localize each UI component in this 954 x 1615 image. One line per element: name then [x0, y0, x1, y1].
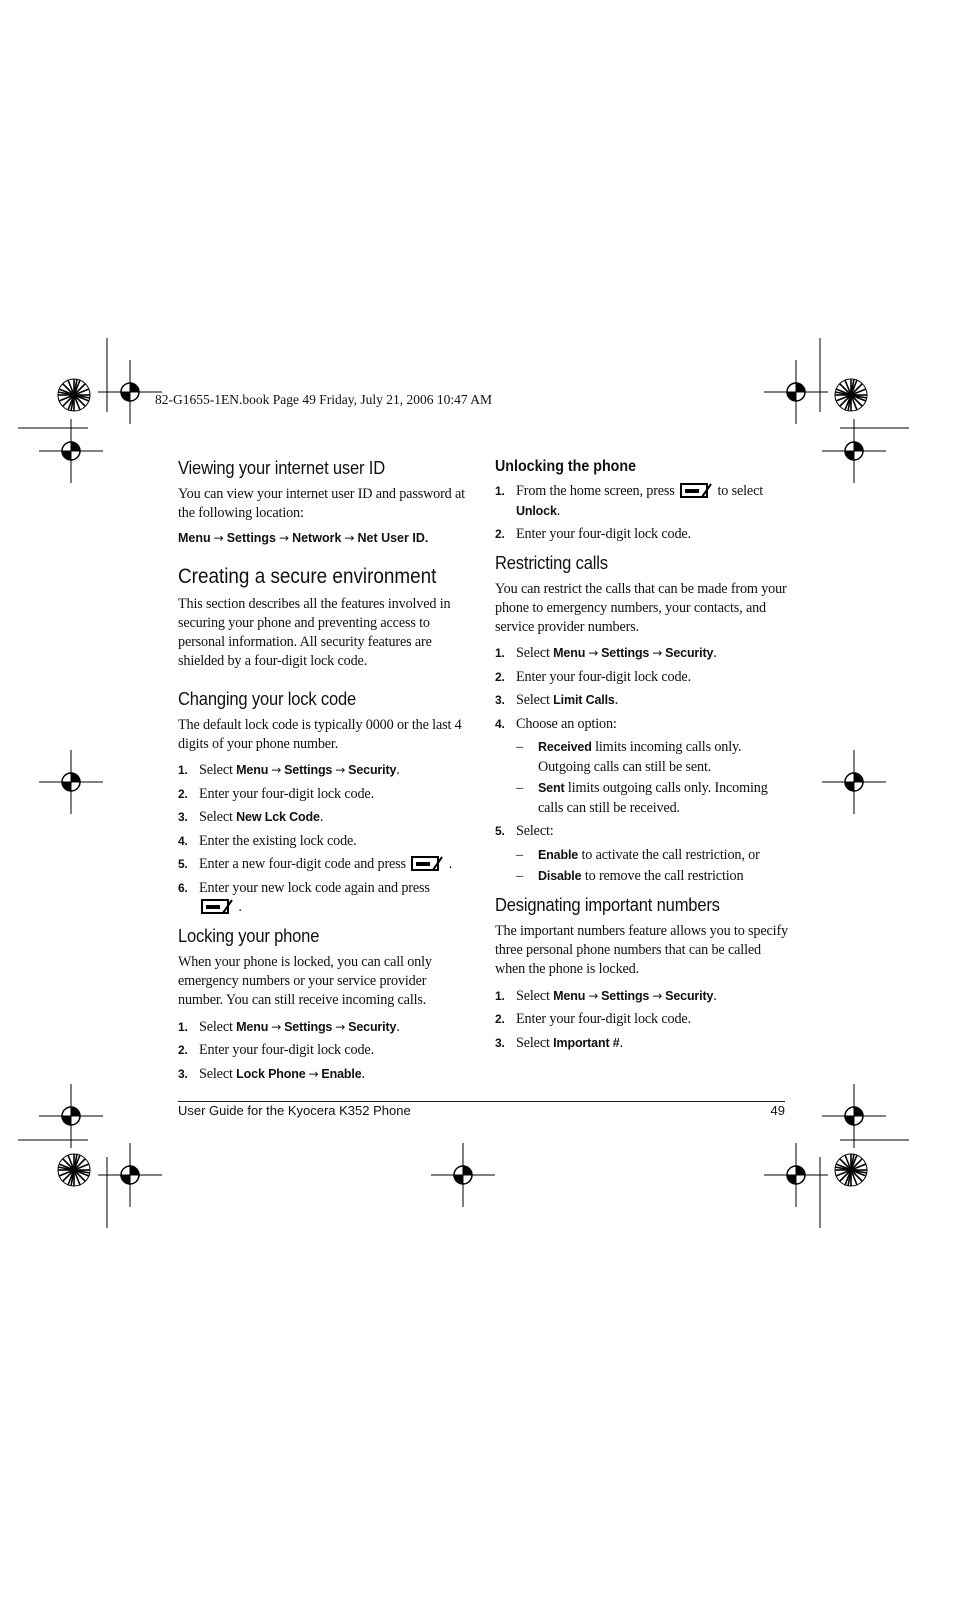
list-item: – Disable to remove the call restriction — [516, 868, 744, 885]
viewing-body: You can view your internet user ID and password at the following location: — [178, 486, 465, 522]
heading-changing-lock-code: Changing your lock code — [178, 688, 357, 709]
locking-body: When your phone is locked, you can call only emergency numbers or your service provider number. You can still receive incoming calls. — [178, 953, 432, 1009]
changing-body: The default lock code is typically 0000 or the last 4 digits of your phone number. — [178, 716, 462, 753]
list-item: 1. From the home screen, press to select Unlock. — [495, 483, 764, 519]
list-item: 3. Select Important #. — [495, 1034, 623, 1051]
list-item: 2. Enter your four-digit lock code. — [495, 526, 691, 542]
right-column — [495, 458, 790, 1061]
list-item: 3. Select New Lck Code. — [178, 809, 324, 826]
heading-restricting-calls: Restricting calls — [495, 552, 608, 573]
designating-body: The important numbers feature allows you to specify three personal phone numbers that can be called when the phone is locked. — [495, 922, 788, 978]
list-item: – Sent limits outgoing calls only. Incoming calls can still be received. — [516, 780, 768, 816]
enable-options — [516, 846, 790, 887]
left-column — [178, 458, 468, 1092]
left-softkey-icon — [411, 856, 443, 871]
changing-steps — [178, 761, 468, 918]
footer-title: User Guide for the Kyocera K352 Phone — [178, 1103, 411, 1118]
list-item: 1. Select Menu → Settings → Security. — [178, 762, 400, 779]
list-item: – Received limits incoming calls only. Outgoing calls can still be sent. — [516, 739, 742, 775]
list-item: 3. Select Lock Phone → Enable. — [178, 1065, 365, 1082]
list-item: – Enable to activate the call restriction, or — [516, 846, 760, 863]
list-item: 2. Enter your four-digit lock code. — [495, 1011, 691, 1028]
heading-designating-numbers: Designating important numbers — [495, 894, 720, 915]
list-item: 2. Enter your four-digit lock code. — [495, 668, 691, 685]
list-item: 5. Select: – Enable to activate the call restriction, or – Disable to remove the call restriction — [495, 822, 790, 887]
list-item: 4. Enter the existing lock code. — [178, 832, 357, 849]
left-softkey-icon — [201, 899, 233, 914]
heading-locking-phone: Locking your phone — [178, 925, 320, 946]
list-item: 3. Select Limit Calls. — [495, 692, 619, 709]
list-item: 2. Enter your four-digit lock code. — [178, 785, 374, 802]
menu-path-net-user-id: Menu → Settings → Network → Net User ID. — [178, 530, 429, 545]
restricting-body: You can restrict the calls that can be made from your phone to emergency numbers, your contacts, and service provider numbers. — [495, 580, 787, 636]
page-number: 49 — [770, 1103, 785, 1118]
list-item: 1. Select Menu → Settings → Security. — [495, 645, 717, 662]
print-slug: 82-G1655-1EN.book Page 49 Friday, July 21, 2006 10:47 AM — [155, 392, 492, 407]
locking-steps — [178, 1018, 468, 1085]
list-item: 6. Enter your new lock code again and press . — [178, 879, 430, 916]
heading-unlocking-phone: Unlocking the phone — [495, 458, 637, 475]
list-item: 5. Enter a new four-digit code and press . — [178, 856, 453, 873]
footer-rule — [178, 1101, 785, 1102]
list-item: 2. Enter your four-digit lock code. — [178, 1042, 374, 1059]
list-item: 4. Choose an option: – Received limits incoming calls only. Outgoing calls can still be sent. – Sent limits outgoing calls only. Incoming calls can still be received. — [495, 715, 790, 819]
restriction-options — [516, 738, 790, 818]
list-item: 1. Select Menu → Settings → Security. — [178, 1018, 400, 1035]
restricting-steps — [495, 644, 790, 887]
heading-creating-secure-environment: Creating a secure environment — [178, 564, 437, 588]
designating-steps — [495, 987, 790, 1054]
heading-viewing-user-id: Viewing your internet user ID — [178, 458, 385, 478]
left-softkey-icon — [680, 483, 712, 498]
creating-body: This section describes all the features involved in securing your phone and preventing access to personal information. All security features are shielded by a four-digit lock code. — [178, 595, 451, 670]
list-item: 1. Select Menu → Settings → Security. — [495, 987, 717, 1004]
unlocking-steps — [495, 482, 790, 545]
